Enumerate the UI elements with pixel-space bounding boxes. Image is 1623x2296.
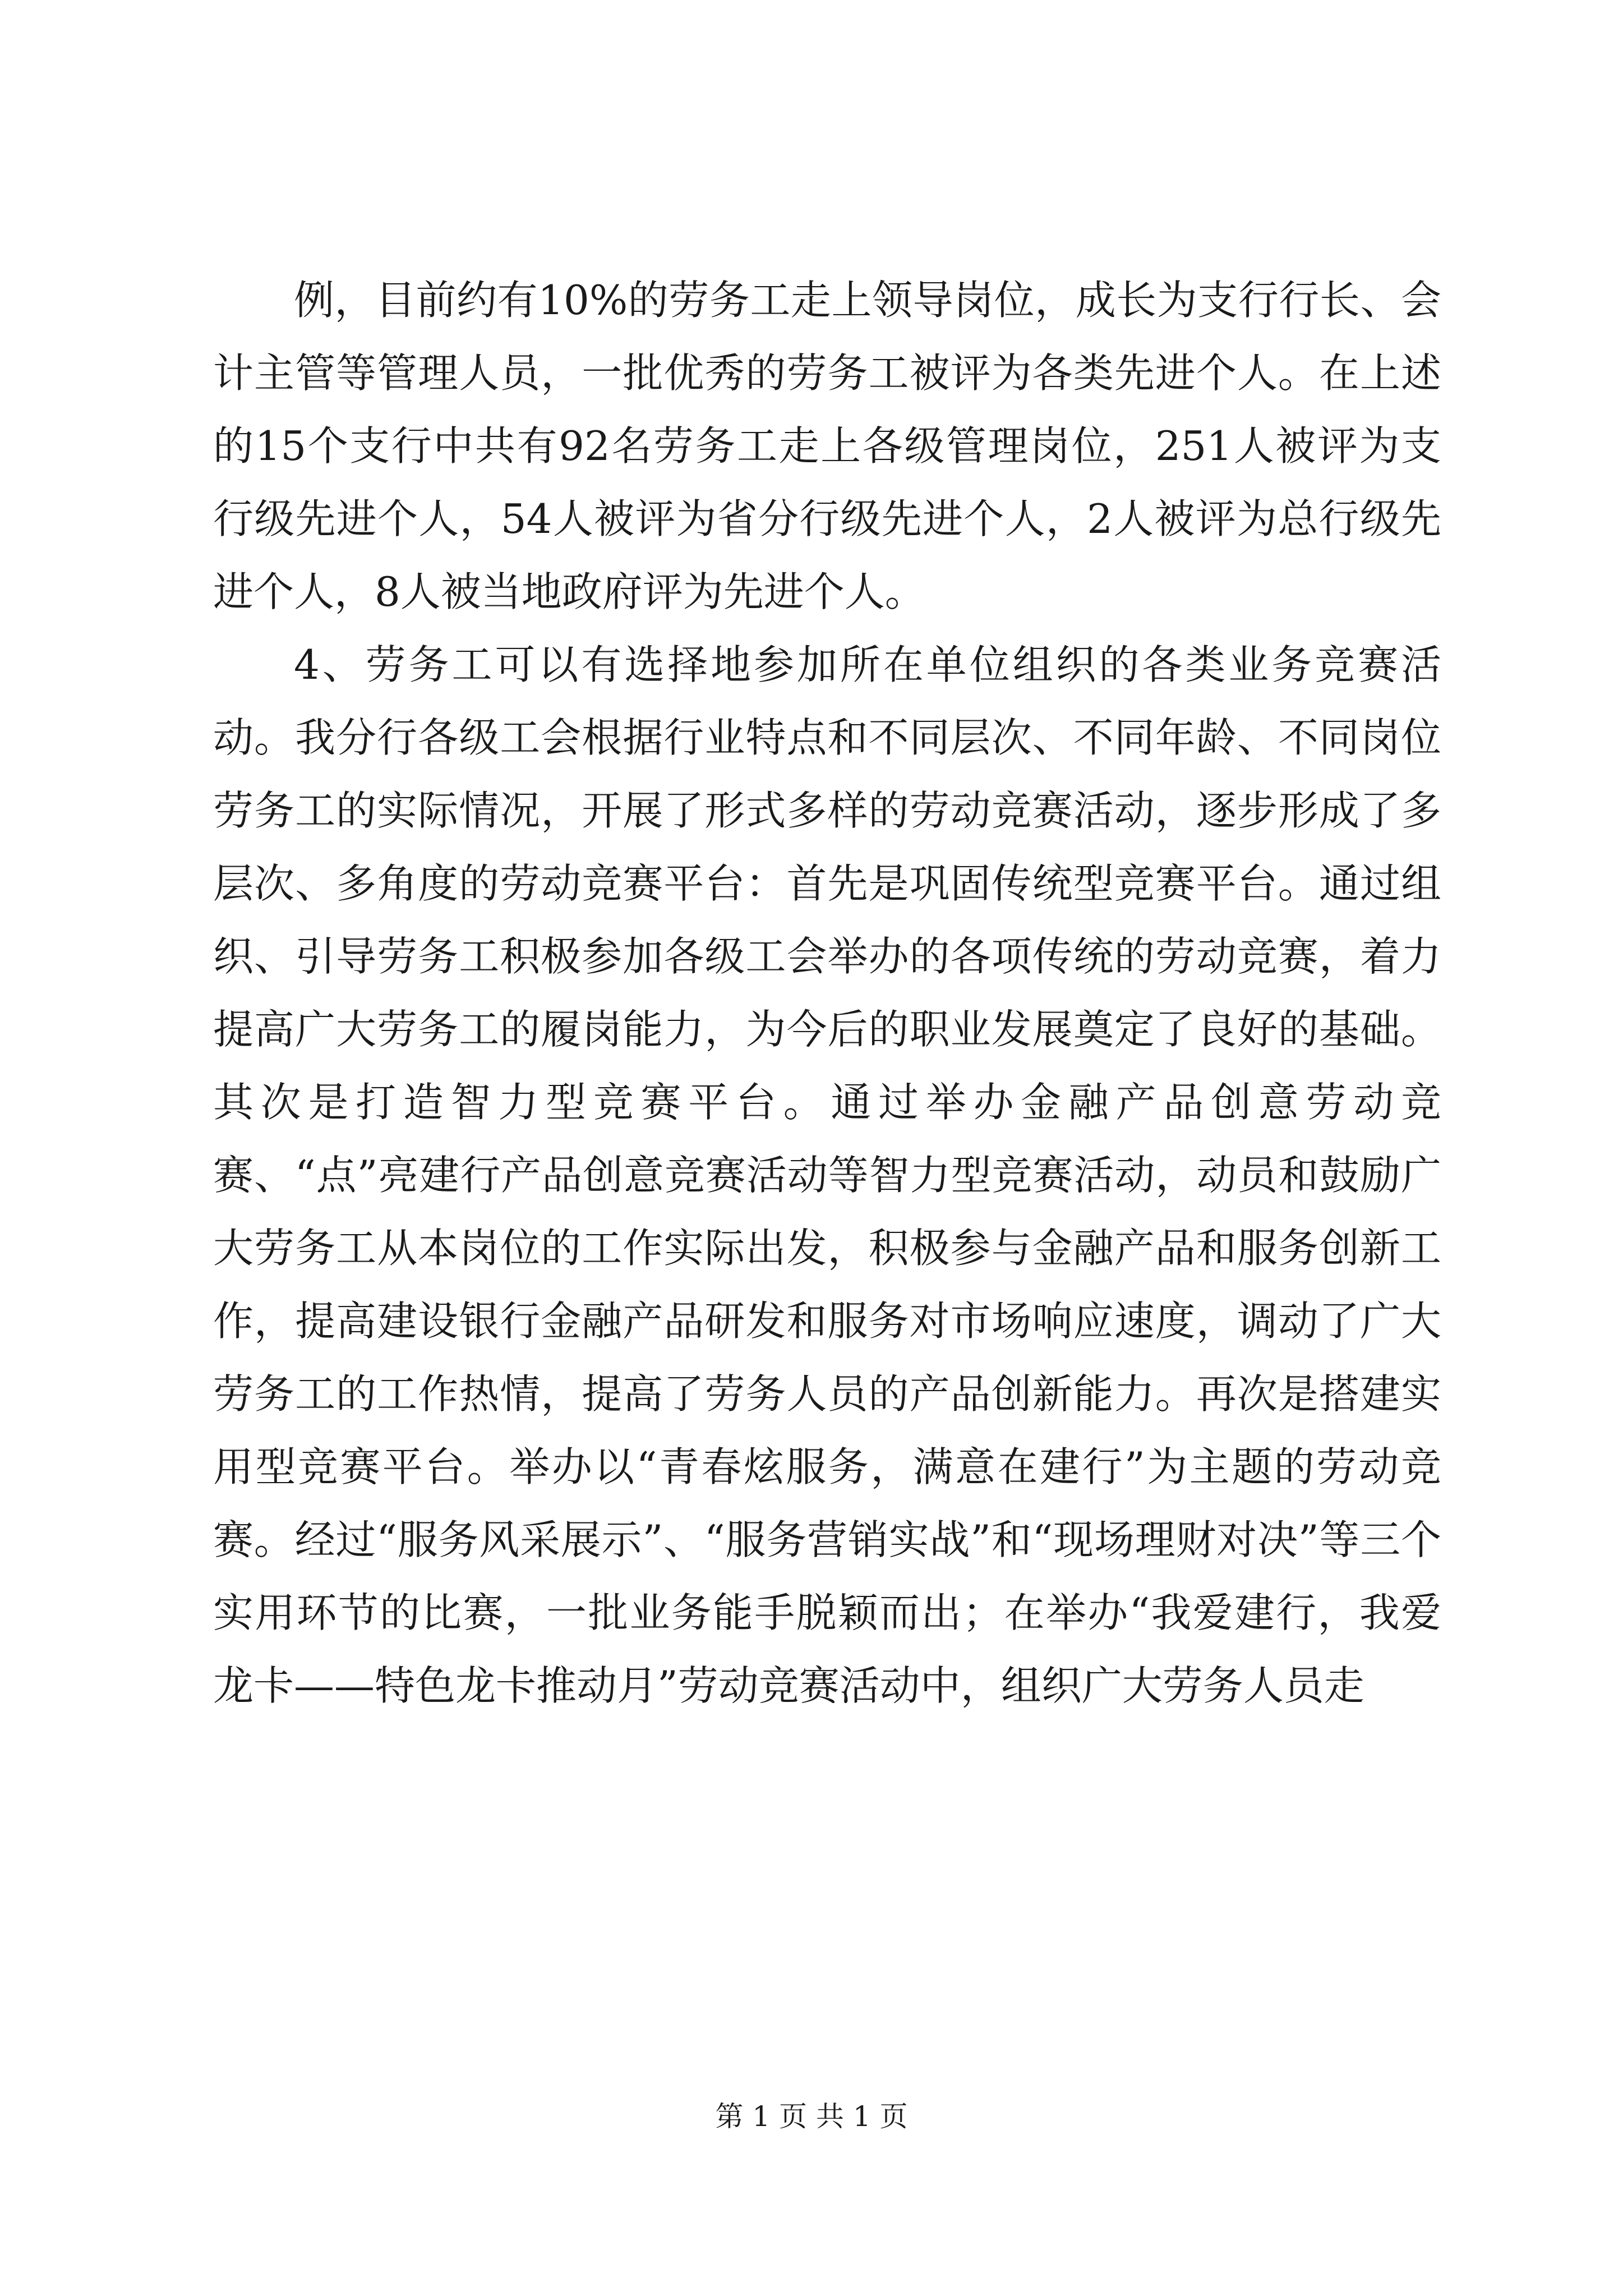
page-footer: 第 1 页 共 1 页	[715, 2100, 908, 2133]
paragraph-2: 4、劳务工可以有选择地参加所在单位组织的各类业务竞赛活动。我分行各级工会根据行业特点和不同层次、不同年龄、不同岗位劳务工的实际情况，开展了形式多样的劳动竞赛活动，逐步形成了多层次、多角度的劳动竞赛平台：首先是巩固传统型竞赛平台。通过组织、引导劳务工积极参加各级工会举办的各项传统的劳动竞赛，着力提高广大劳务工的履岗能力，为今后的职业发展奠定了良好的基础。其次是打造智力型竞赛平台。通过举办金融产品创意劳动竞赛、“点”亮建行产品创意竞赛活动等智力型竞赛活动，动员和鼓励广大劳务工从本岗位的工作实际出发，积极参与金融产品和服务创新工作，提高建设银行金融产品研发和服务对市场响应速度，调动了广大劳务工的工作热情，提高了劳务人员的产品创新能力。再次是搭建实用型竞赛平台。举办以“青春炫服务，满意在建行”为主题的劳动竞赛。经过“服务风采展示”、“服务营销实战”和“现场理财对决”等三个实用环节的比赛，一批业务能手脱颖而出；在举办“我爱建行，我爱龙卡——特色龙卡推动月”劳动竞赛活动中，组织广大劳务人员走	[213, 641, 1441, 1709]
paragraph-1: 例，目前约有10%的劳务工走上领导岗位，成长为支行行长、会计主管等管理人员，一批优秀的劳务工被评为各类先进个人。在上述的15个支行中共有92名劳务工走上各级管理岗位，251人被评为支行级先进个人，54人被评为省分行级先进个人，2人被评为总行级先进个人，8人被当地政府评为先进个人。	[213, 277, 1441, 615]
document-body	[213, 264, 1441, 1722]
